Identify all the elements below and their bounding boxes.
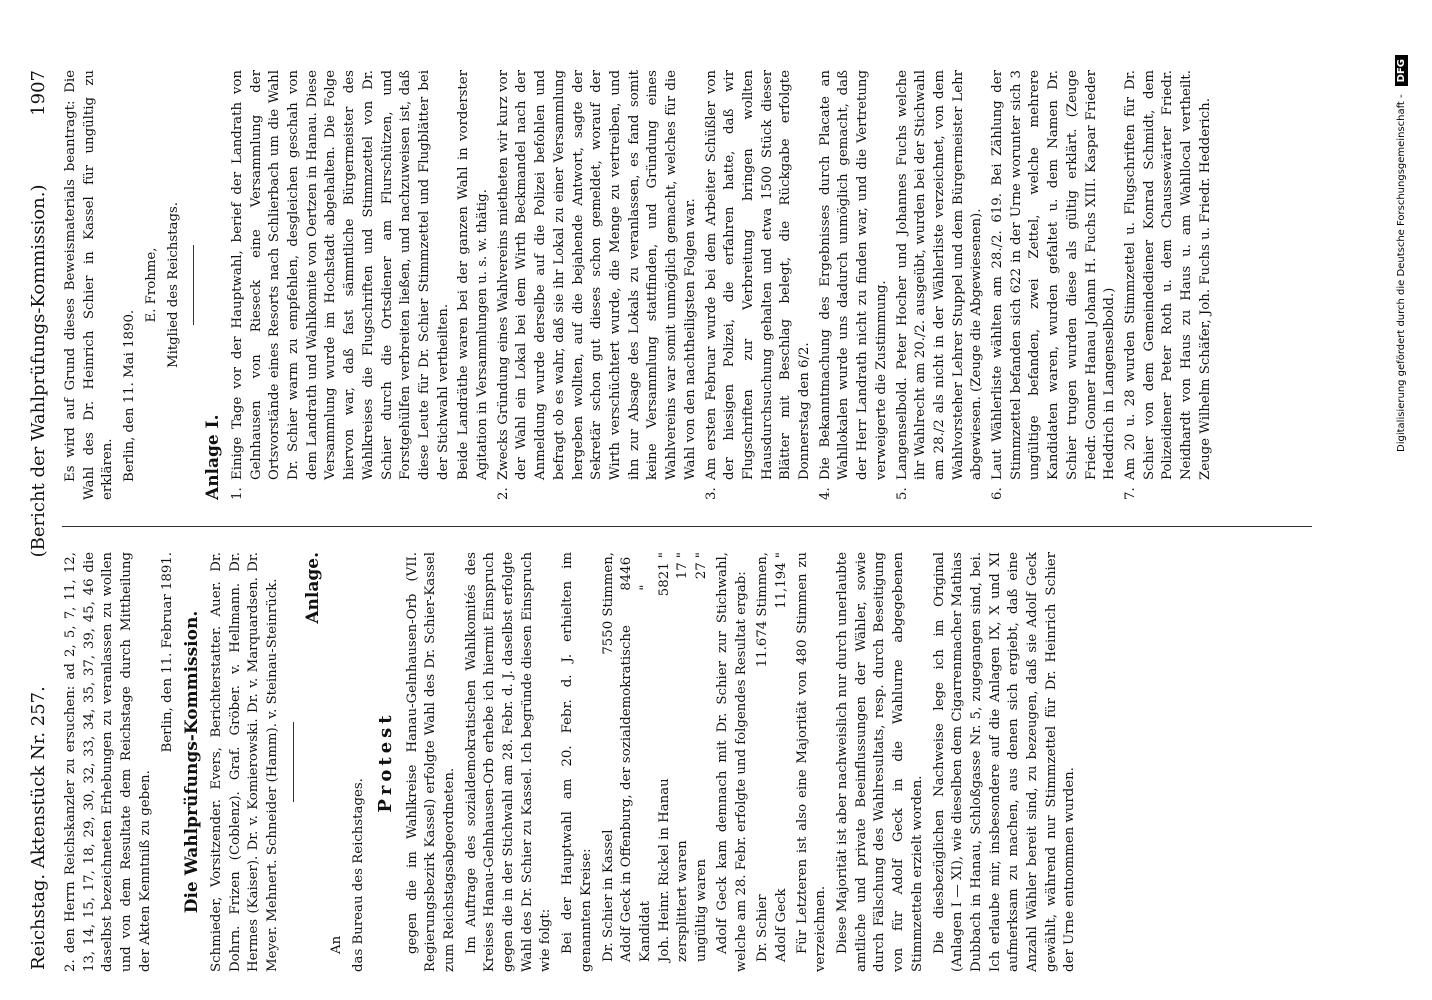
header-report-title: (Bericht der Wahlprüfungs-Kommission.) — [28, 184, 49, 558]
header-left: Reichstag. Aktenstück Nr. 257. — [28, 686, 49, 970]
note-item: 4. Die Bekanntmachung des Ergebnisses durch Placate an Wahllokalen wurde uns dadurch unmöglich gemacht, daß der Herr Landrath nicht zu finden war, und die Vertretung verweigerte die Zustimmung. — [817, 70, 889, 500]
vote-row: Adolf Geck 11,194 " — [773, 552, 789, 962]
protest-paragraph-5: Diese Majorität ist aber nachweislich nur durch unerlaubte amtliche und private Beeinflussungen der Wähler, sowie durch Fälschung des Wahlresultats, resp. durch Beseitigung von für Adolf Geck in die Wahlurne abgegebenen Stimmzetteln erzielt worden. — [835, 552, 925, 972]
note-item: 7. Am 20 u. 28 wurden Stimmzettel u. Flugschriften für Dr. Schier von dem Gemeindediener Konrad Schmidt, dem Polizeidiener Peter Roth u. dem Chaussewärter Friedr. Neidhardt von Haus zu Haus u. am Wahllocal vertheilt. Zeuge Wilhelm Schäfer, Joh. Fuchs u. Friedr. Hedderich. — [1122, 70, 1213, 500]
note-item: 2. Zwecks Gründung eines Wahlvereins mietheten wir kurz vor der Wahl ein Lokal bei dem Wirth Beckmandel nach der Anmeldung wurde derselbe auf die Polizei befohlen und befragt ob es wahr, daß sie ihr Lokal zu einer Versammlung hergeben wollten, auf die bejahende Antwort, sagte der Sekretär schon gut dieses schon gemeldet, worauf der Wirth verschüchtert wurde, die Menge zu vertreiben, und ihn zur Absage des Lokals zu veranlassen, es fand somit keine Versammlung stattfinden, und Gründung eines Wahlvereins war somit unmöglich gemacht, welches für die Wahl von den nachtheiligsten Folgen war. — [495, 70, 698, 500]
protest-title: Protest — [374, 711, 396, 813]
commission-members: Schmieder, Vorsitzender. Evers, Berichterstatter. Auer. Dr. Dohrn. Frizen (Coblenz). Graf. Gröber. v. Hellmann. Dr. Hermes (Kaiser). Dr. v. Komierowski. Dr. v. Marquardsen. Dr. Meyer. Mehnert. Schneider (Hamm). v. Steinau-Steinrück. — [208, 552, 281, 972]
item-2: 2. den Herrn Reichskanzler zu ersuchen: ad 2, 5, 7, 11, 12, 13, 14, 15, 17, 18, 29, 30, 32, 33, 34, 35, 37, 39, 45, 46 die daselbst bezeichneten Erhebungen zu veranlassen zu wollen und von dem Resultate dem Reichstage durch Mittheilung der Akten Kenntniß zu geben. — [63, 552, 153, 972]
credit-text: Digitalisierung gefördert durch die Deutsche Forschungsgemeinschaft - — [1396, 94, 1407, 452]
vote-row: zersplittert waren 17 " — [675, 552, 691, 962]
note-item: Beide Landräthe waren bei der ganzen Wahl in vorderster Agitation in Versammlungen u. s. w. thätig. — [456, 70, 491, 480]
protest-intro: gegen die im Wahlkreise Hanau-Gelnhausen-Orb (VII. Regierungsbezirk Kassel) erfolgte Wahl des Dr. Schier-Kassel zum Reichstagsabgeordneten. — [404, 552, 457, 972]
header-year: 1907 — [28, 70, 49, 116]
vote-row: Dr. Schier in Kassel 7550 Stimmen, — [600, 552, 616, 962]
left-column — [62, 552, 1312, 972]
vote-table-main — [600, 552, 712, 962]
dfg-logo: DFG — [1395, 55, 1408, 86]
separator — [193, 245, 194, 325]
motion-paragraph: Es wird auf Grund dieses Beweismaterials beantragt: Die Wahl des Dr. Heinrich Schier in Kassel für ungültig zu erklären. — [63, 70, 116, 500]
column-divider — [62, 526, 1312, 527]
vote-table-runoff — [754, 552, 791, 962]
address-bureau: das Bureau des Reichstages. — [351, 778, 367, 972]
anlage-1-heading: Anlage I. — [203, 414, 224, 500]
vote-row: Adolf Geck in Offenburg, der sozialdemokratische Kandidat 8446 " — [619, 556, 653, 962]
digitization-credit — [1395, 55, 1408, 995]
signature-name: E. Frohme, — [143, 247, 159, 323]
date-right: Berlin, den 11. Mai 1890. — [122, 309, 138, 482]
separator — [293, 722, 294, 802]
note-item: 3. Am ersten Februar wurde bei dem Arbeiter Schüßler von der hiesigen Polizei, die erfahren hatte, daß wir Flugschriften zur Verbreitung bringen wollten Hausdurchsuchung gehalten und etwa 1500 Stück dieser Blätter mit Beschlag belegt, die Rückgabe erfolgte Donnerstag den 6/2. — [703, 70, 813, 500]
vote-row: ungültig waren 27 " — [694, 552, 710, 962]
vote-row: Joh. Heinr. Rickel in Hanau 5821 " — [656, 552, 672, 962]
note-item: 6. Laut Wählerliste wählten am 28./2. 619. Bei Zählung der Stimmzettel befanden sich 622 in der Urne worunter sich 3 ungültige befanden, zwei Zettel, welche mehrere Kandidaten waren, wurden gefaltet u. dem Namen Dr. Schier trugen wurden diese als gültig erklärt. (Zeuge Friedr. Gonner Hanau Johann H. Fuchs XIII. Kaspar Frieder Heddrich in Langenselbold.) — [990, 70, 1118, 500]
commission-title: Die Wahlprüfungs-Kommission. — [182, 610, 203, 914]
protest-paragraph-4: Für Letzteren ist also eine Majorität von 480 Stimmen zu verzeichnen. — [794, 552, 829, 972]
note-item: 1. Einige Tage vor der Hauptwahl, berief der Landrath von Gelnhausen von Rieseck eine Versammlung der Ortsvorstände eines Resorts nach Schlierbach um die Wahl Dr. Schier warm zu empfehlen, desgleichen geschah von dem Landrath und Wahlkomite von Oertzen in Hanau. Diese Versammlung wurde im Hochstadt abgehalten. Die Folge hiervon war, daß fast sämmtliche Bürgermeister des Wahlkreises die Flugschriften und Stimmzettel von Dr. Schier durch die Ortsdiener am Flurschützen, und Forstgehülfen verbreiten ließen, und nachzuweisen ist, daß diese Leute für Dr. Schier Stimmzettel und Flugblätter bei der Stichwahl vertheilten. — [229, 70, 451, 500]
date-left: Berlin, den 11. Februar 1891. — [159, 552, 175, 753]
protest-paragraph-2: Bei der Hauptwahl am 20. Febr. d. J. erhielten im genannten Kreise: — [560, 552, 594, 972]
signature-role: Mitglied des Reichstags. — [165, 201, 181, 369]
protest-paragraph-1: Im Auftrage des sozialdemokratischen Wahlkomités des Kreises Hanau-Gelnhausen-Orb erhebe ich hiermit Einspruch gegen die in der Stichwahl am 28. Febr. d. J. daselbst erfolgte Wahl des Dr. Schier zu Kassel. Ich begründe diesen Einspruch wie folgt: — [463, 552, 554, 972]
protest-paragraph-3: Adolf Geck kam demnach mit Dr. Schier zur Stichwahl, welche am 28. Febr. erfolgte und folgendes Resultat ergab: — [714, 552, 749, 972]
vote-row: Dr. Schier 11.674 Stimmen, — [755, 552, 771, 962]
protest-paragraph-6: Die diesbezüglichen Nachweise lege ich im Original (Anlagen I — XI), wie dieselben dem Cigarrenmacher Mathias Dubbach in Hanau, Schloßgasse Nr. 5, zugegangen sind, bei. Ich erlaube mir, insbesondere auf die Anlagen IX, X und XI aufmerksam zu machen, aus denen sich ergiebt, daß eine Anzahl Wähler bereit sind, zu bezeugen, daß sie Adolf Geck gewählt, während nur Stimmzettel für Dr. Heinrich Schier der Urne entnommen wurden. — [931, 552, 1078, 972]
anlage-heading: Anlage. — [302, 552, 323, 624]
header-right — [28, 70, 49, 557]
note-item: 5. Langenselbold. Peter Hocher und Johannes Fuchs welche ihr Wahlrecht am 20./2. ausgeübt, wurden bei der Stichwahl am 28./2 als nicht in der Wählerliste verzeichnet, von dem Wahlvorsteher Lehrer Stuppel und dem Bürgermeister Lehr abgewiesen. (Zeuge die Abgewiesenen). — [894, 70, 985, 500]
address-an: An — [329, 935, 345, 954]
right-column — [62, 70, 1312, 500]
